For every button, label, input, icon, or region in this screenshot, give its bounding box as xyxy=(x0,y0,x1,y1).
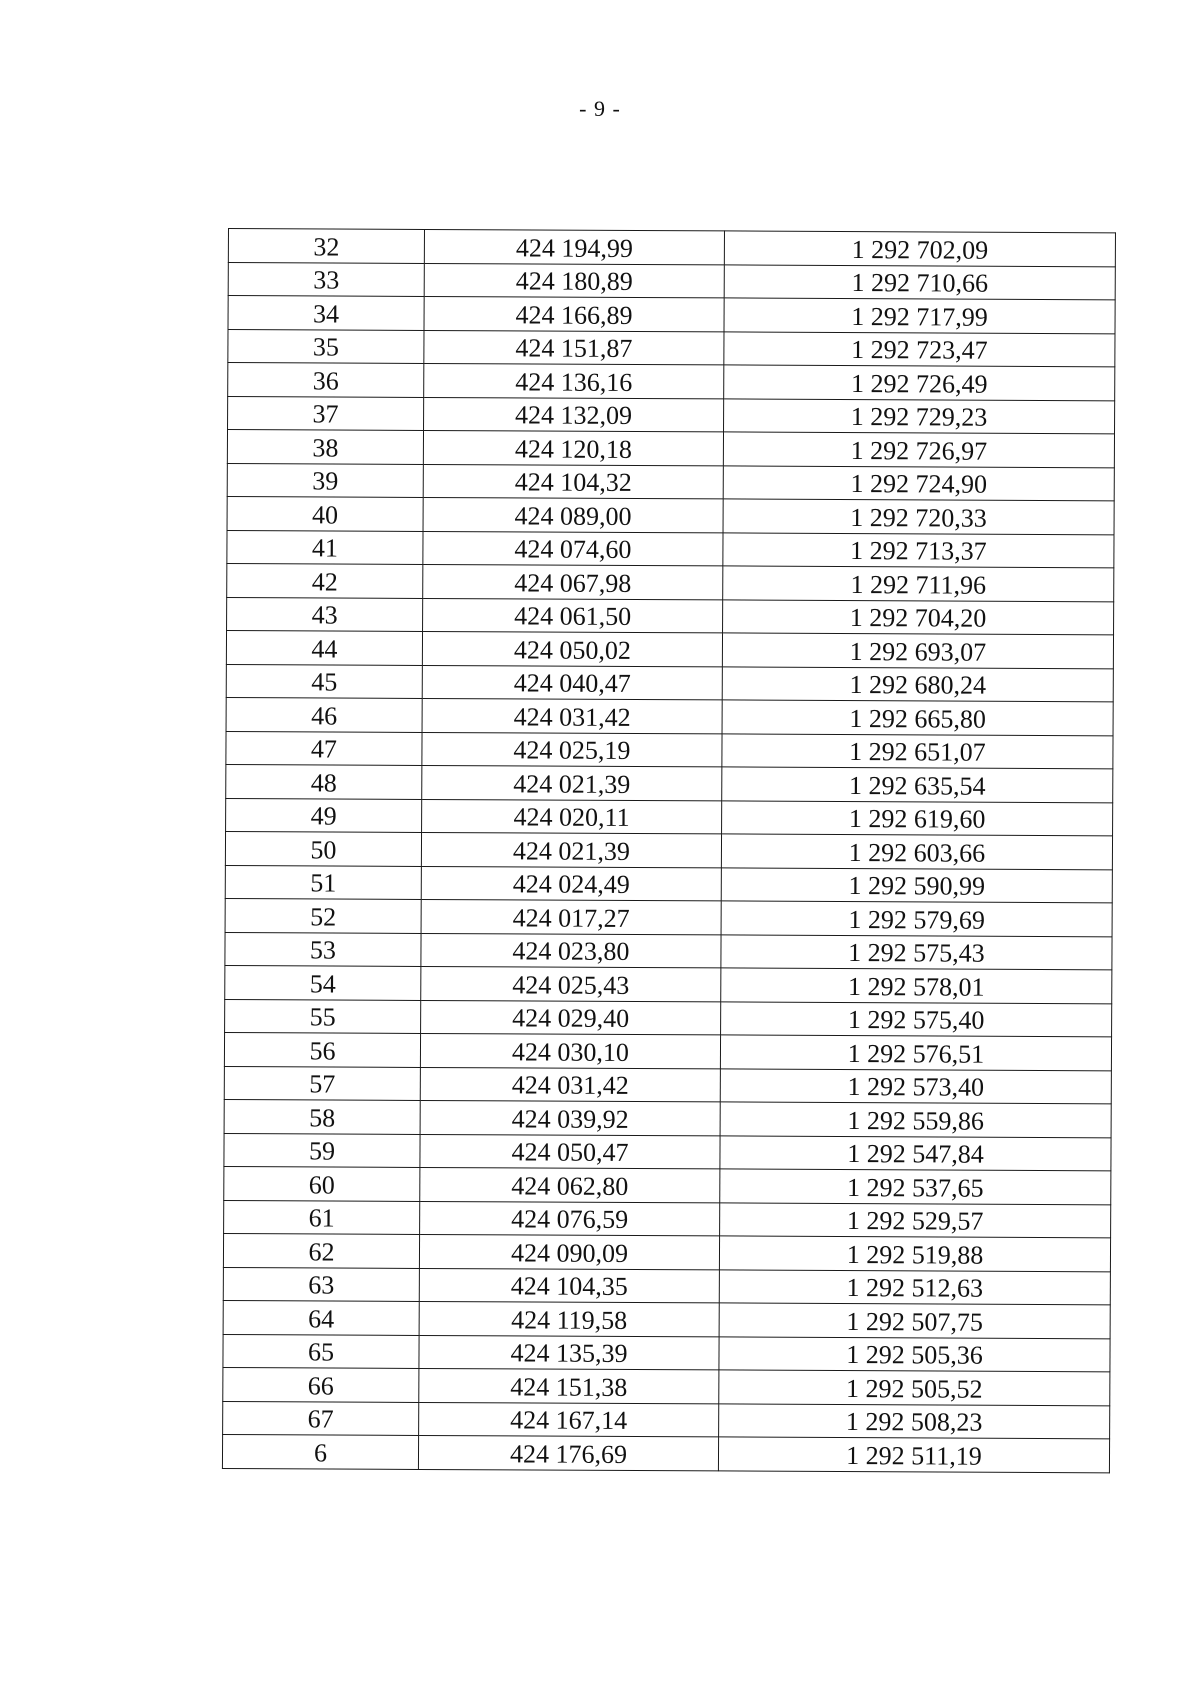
table-row xyxy=(228,329,1115,367)
x-coordinate-cell: 424 194,99 xyxy=(424,229,724,264)
point-number-cell: 57 xyxy=(224,1066,420,1100)
x-coordinate-cell: 424 020,11 xyxy=(422,799,722,834)
point-number-cell: 34 xyxy=(228,296,424,330)
table-row xyxy=(223,1401,1110,1439)
y-coordinate-cell: 1 292 619,60 xyxy=(722,800,1113,835)
table-row xyxy=(223,1300,1110,1338)
point-number-cell: 58 xyxy=(224,1099,420,1133)
x-coordinate-cell: 424 136,16 xyxy=(424,363,724,398)
table-row xyxy=(228,262,1115,300)
table-row xyxy=(224,1032,1111,1070)
point-number-cell: 63 xyxy=(223,1267,419,1301)
page-number: - 9 - xyxy=(579,96,621,121)
y-coordinate-cell: 1 292 579,69 xyxy=(721,901,1112,936)
point-number-cell: 52 xyxy=(225,898,421,932)
table-row xyxy=(225,831,1112,869)
x-coordinate-cell: 424 025,43 xyxy=(421,966,721,1001)
point-number-cell: 53 xyxy=(225,932,421,966)
x-coordinate-cell: 424 104,32 xyxy=(423,464,723,499)
y-coordinate-cell: 1 292 512,63 xyxy=(719,1269,1110,1304)
x-coordinate-cell: 424 180,89 xyxy=(424,263,724,298)
y-coordinate-cell: 1 292 590,99 xyxy=(721,867,1112,902)
x-coordinate-cell: 424 167,14 xyxy=(419,1402,719,1437)
table-row xyxy=(223,1334,1110,1372)
table-row xyxy=(227,463,1114,501)
point-number-cell: 59 xyxy=(224,1133,420,1167)
y-coordinate-cell: 1 292 693,07 xyxy=(722,633,1113,668)
point-number-cell: 40 xyxy=(227,496,423,530)
point-number-cell: 41 xyxy=(227,530,423,564)
y-coordinate-cell: 1 292 710,66 xyxy=(724,264,1115,299)
y-coordinate-cell: 1 292 603,66 xyxy=(721,834,1112,869)
point-number-cell: 65 xyxy=(223,1334,419,1368)
table-row xyxy=(225,965,1112,1003)
y-coordinate-cell: 1 292 729,23 xyxy=(724,398,1115,433)
table-row xyxy=(225,999,1112,1037)
x-coordinate-cell: 424 135,39 xyxy=(419,1335,719,1370)
point-number-cell: 60 xyxy=(224,1166,420,1200)
point-number-cell: 33 xyxy=(228,262,424,296)
point-number-cell: 38 xyxy=(227,430,423,464)
point-number-cell: 35 xyxy=(228,329,424,363)
x-coordinate-cell: 424 104,35 xyxy=(419,1268,719,1303)
x-coordinate-cell: 424 031,42 xyxy=(420,1067,720,1102)
y-coordinate-cell: 1 292 665,80 xyxy=(722,700,1113,735)
point-number-cell: 54 xyxy=(225,965,421,999)
x-coordinate-cell: 424 089,00 xyxy=(423,497,723,532)
x-coordinate-cell: 424 176,69 xyxy=(418,1435,718,1470)
point-number-cell: 64 xyxy=(223,1300,419,1334)
x-coordinate-cell: 424 050,02 xyxy=(422,631,722,666)
table-row xyxy=(227,496,1114,534)
y-coordinate-cell: 1 292 720,33 xyxy=(723,499,1114,534)
coordinates-table-body xyxy=(222,229,1115,1473)
table-row xyxy=(225,898,1112,936)
y-coordinate-cell: 1 292 573,40 xyxy=(720,1068,1111,1103)
x-coordinate-cell: 424 132,09 xyxy=(424,397,724,432)
y-coordinate-cell: 1 292 537,65 xyxy=(720,1169,1111,1204)
x-coordinate-cell: 424 050,47 xyxy=(420,1134,720,1169)
y-coordinate-cell: 1 292 704,20 xyxy=(723,599,1114,634)
y-coordinate-cell: 1 292 505,52 xyxy=(719,1370,1110,1405)
x-coordinate-cell: 424 067,98 xyxy=(423,564,723,599)
table-row xyxy=(227,563,1114,601)
x-coordinate-cell: 424 120,18 xyxy=(423,430,723,465)
point-number-cell: 45 xyxy=(226,664,422,698)
y-coordinate-cell: 1 292 575,40 xyxy=(721,1001,1112,1036)
x-coordinate-cell: 424 074,60 xyxy=(423,531,723,566)
point-number-cell: 49 xyxy=(226,798,422,832)
y-coordinate-cell: 1 292 713,37 xyxy=(723,532,1114,567)
x-coordinate-cell: 424 076,59 xyxy=(420,1201,720,1236)
point-number-cell: 55 xyxy=(225,999,421,1033)
x-coordinate-cell: 424 090,09 xyxy=(419,1234,719,1269)
coordinates-table xyxy=(222,228,1116,1473)
x-coordinate-cell: 424 166,89 xyxy=(424,296,724,331)
table-row xyxy=(223,1233,1110,1271)
x-coordinate-cell: 424 029,40 xyxy=(421,1000,721,1035)
point-number-cell: 66 xyxy=(223,1367,419,1401)
x-coordinate-cell: 424 025,19 xyxy=(422,732,722,767)
table-row xyxy=(227,430,1114,468)
y-coordinate-cell: 1 292 575,43 xyxy=(721,934,1112,969)
y-coordinate-cell: 1 292 547,84 xyxy=(720,1135,1111,1170)
x-coordinate-cell: 424 031,42 xyxy=(422,698,722,733)
y-coordinate-cell: 1 292 635,54 xyxy=(722,767,1113,802)
point-number-cell: 62 xyxy=(223,1233,419,1267)
y-coordinate-cell: 1 292 505,36 xyxy=(719,1336,1110,1371)
point-number-cell: 43 xyxy=(227,597,423,631)
x-coordinate-cell: 424 024,49 xyxy=(421,866,721,901)
y-coordinate-cell: 1 292 726,49 xyxy=(724,365,1115,400)
table-row xyxy=(226,764,1113,802)
y-coordinate-cell: 1 292 717,99 xyxy=(724,298,1115,333)
y-coordinate-cell: 1 292 511,19 xyxy=(718,1437,1109,1472)
table-row xyxy=(222,1434,1109,1472)
table-row xyxy=(228,296,1115,334)
y-coordinate-cell: 1 292 726,97 xyxy=(723,432,1114,467)
x-coordinate-cell: 424 030,10 xyxy=(420,1033,720,1068)
table-row xyxy=(225,932,1112,970)
x-coordinate-cell: 424 119,58 xyxy=(419,1301,719,1336)
table-row xyxy=(226,798,1113,836)
y-coordinate-cell: 1 292 578,01 xyxy=(721,968,1112,1003)
table-row xyxy=(224,1099,1111,1137)
y-coordinate-cell: 1 292 576,51 xyxy=(720,1035,1111,1070)
table-row xyxy=(223,1267,1110,1305)
x-coordinate-cell: 424 021,39 xyxy=(421,832,721,867)
table-row xyxy=(228,396,1115,434)
point-number-cell: 48 xyxy=(226,764,422,798)
table-row xyxy=(228,229,1115,267)
point-number-cell: 39 xyxy=(227,463,423,497)
point-number-cell: 46 xyxy=(226,697,422,731)
y-coordinate-cell: 1 292 559,86 xyxy=(720,1102,1111,1137)
x-coordinate-cell: 424 061,50 xyxy=(423,598,723,633)
point-number-cell: 6 xyxy=(222,1434,418,1468)
x-coordinate-cell: 424 021,39 xyxy=(422,765,722,800)
point-number-cell: 67 xyxy=(223,1401,419,1435)
y-coordinate-cell: 1 292 519,88 xyxy=(719,1236,1110,1271)
y-coordinate-cell: 1 292 723,47 xyxy=(724,331,1115,366)
point-number-cell: 50 xyxy=(225,831,421,865)
x-coordinate-cell: 424 151,87 xyxy=(424,330,724,365)
point-number-cell: 37 xyxy=(228,396,424,430)
point-number-cell: 44 xyxy=(226,630,422,664)
x-coordinate-cell: 424 151,38 xyxy=(419,1368,719,1403)
table-row xyxy=(225,865,1112,903)
point-number-cell: 32 xyxy=(228,229,424,263)
y-coordinate-cell: 1 292 508,23 xyxy=(719,1403,1110,1438)
table-row xyxy=(227,597,1114,635)
table-row xyxy=(226,630,1113,668)
point-number-cell: 47 xyxy=(226,731,422,765)
table-row xyxy=(227,530,1114,568)
point-number-cell: 61 xyxy=(224,1200,420,1234)
y-coordinate-cell: 1 292 507,75 xyxy=(719,1303,1110,1338)
y-coordinate-cell: 1 292 711,96 xyxy=(723,566,1114,601)
x-coordinate-cell: 424 023,80 xyxy=(421,933,721,968)
x-coordinate-cell: 424 040,47 xyxy=(422,665,722,700)
point-number-cell: 51 xyxy=(225,865,421,899)
y-coordinate-cell: 1 292 724,90 xyxy=(723,465,1114,500)
x-coordinate-cell: 424 039,92 xyxy=(420,1100,720,1135)
y-coordinate-cell: 1 292 680,24 xyxy=(722,666,1113,701)
table-row xyxy=(224,1166,1111,1204)
point-number-cell: 56 xyxy=(224,1032,420,1066)
x-coordinate-cell: 424 062,80 xyxy=(420,1167,720,1202)
table-row xyxy=(224,1200,1111,1238)
table-row xyxy=(226,731,1113,769)
table-row xyxy=(224,1133,1111,1171)
table-row xyxy=(228,363,1115,401)
table-row xyxy=(223,1367,1110,1405)
y-coordinate-cell: 1 292 702,09 xyxy=(724,231,1115,266)
x-coordinate-cell: 424 017,27 xyxy=(421,899,721,934)
y-coordinate-cell: 1 292 529,57 xyxy=(720,1202,1111,1237)
table-row xyxy=(226,664,1113,702)
y-coordinate-cell: 1 292 651,07 xyxy=(722,733,1113,768)
point-number-cell: 36 xyxy=(228,363,424,397)
point-number-cell: 42 xyxy=(227,563,423,597)
table-row xyxy=(226,697,1113,735)
table-row xyxy=(224,1066,1111,1104)
